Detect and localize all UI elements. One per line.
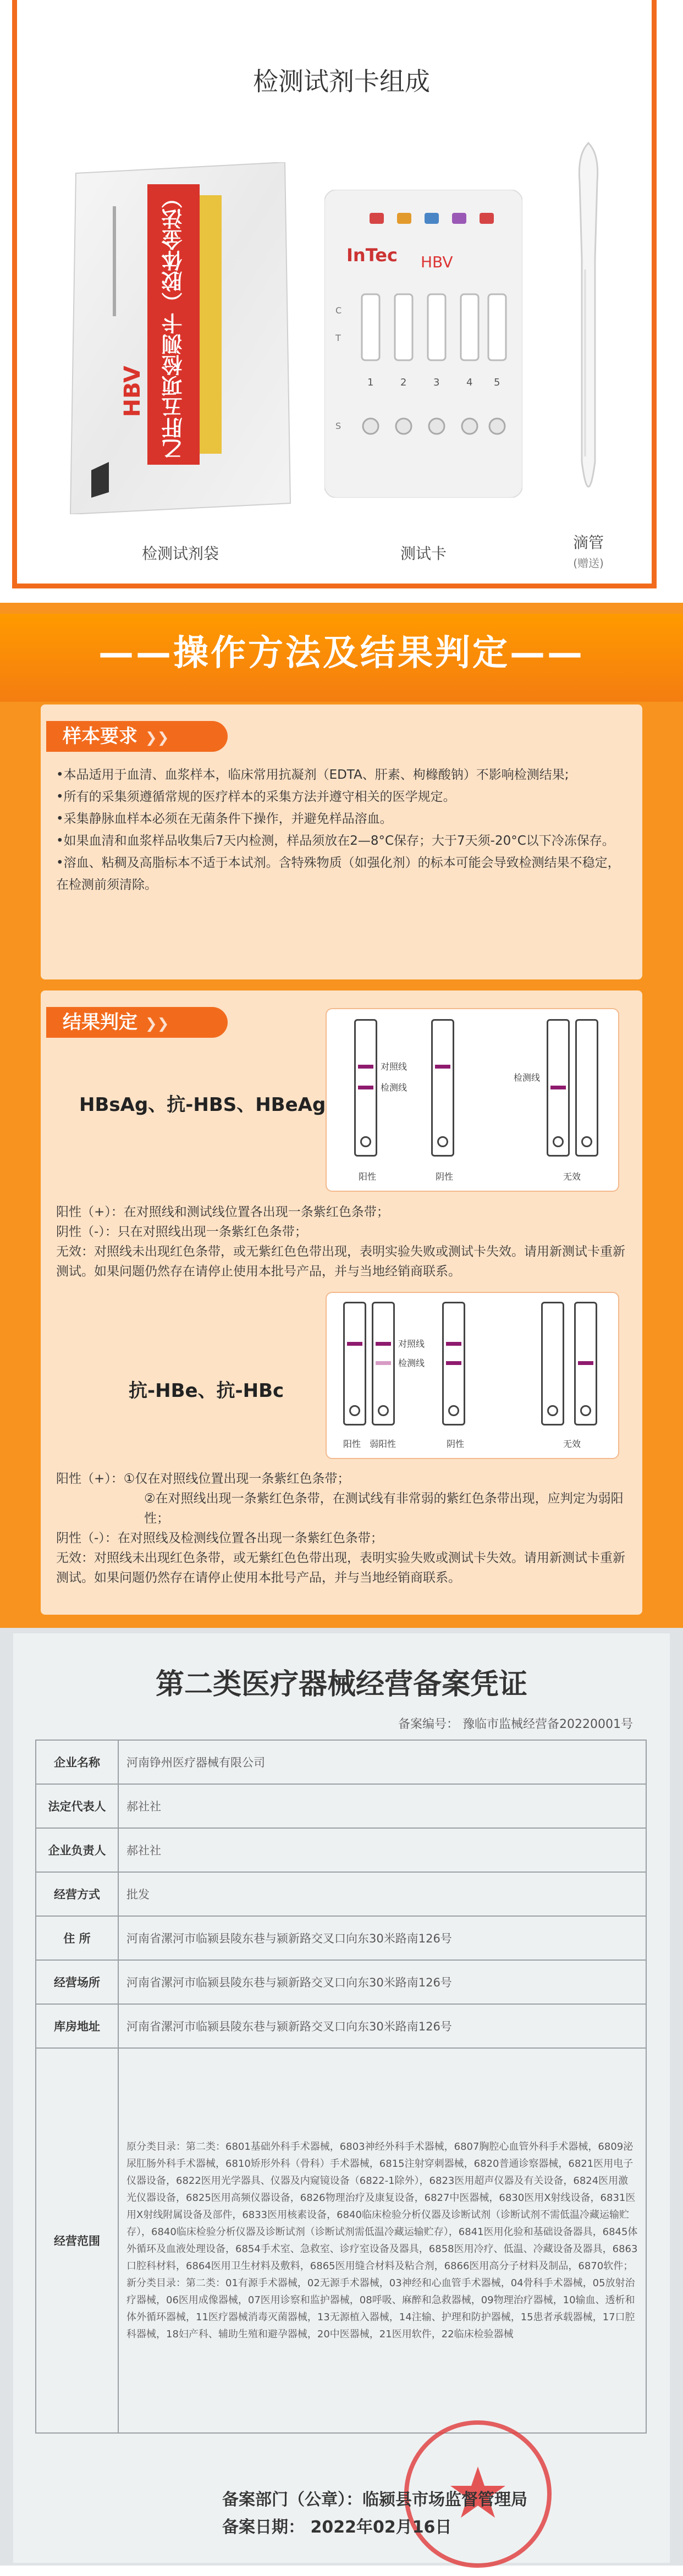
result-interpretation-panel <box>41 990 642 1615</box>
strip-positive <box>354 1019 377 1157</box>
caption-invalid: 无效 <box>563 1439 581 1449</box>
row-key: 经营场所 <box>36 1960 118 2004</box>
certificate-date: 备案日期： 2022年02月16日 <box>222 2518 452 2537</box>
sample-requirements-panel <box>41 704 642 979</box>
operations-title: ——操作方法及结果判定—— <box>98 633 585 674</box>
kit-title: 检测试剂卡组成 <box>253 67 430 96</box>
table-row <box>36 1872 646 1916</box>
row-key: 企业负责人 <box>36 1828 118 1872</box>
chevron-right-icon: ❯❯ <box>145 730 169 746</box>
test-pouch-image <box>65 162 296 514</box>
pouch-caption: 检测试剂袋 <box>141 544 219 563</box>
row-value: 河南省漯河市临颍县陵东巷与颍新路交叉口向东30米路南126号 <box>118 1960 646 2004</box>
sample-well <box>547 1405 558 1416</box>
sample-requirements-text <box>56 764 628 896</box>
certificate-paper <box>13 1633 670 2563</box>
sample-line: •如果血清和血浆样品收集后7天内检测，样品须放在2—8°C保存；大于7天须-20°C以下冷冻保存。 <box>56 834 615 848</box>
card-side-t: T <box>335 333 341 343</box>
strip-negative <box>442 1302 465 1425</box>
group1-strip-diagram <box>326 1008 619 1192</box>
sample-line: •溶血、粘稠及高脂标本不适于本试剂。含特殊物质（如强化剂）的标本可能会导致检测结果不稳定，在检测前须清除。 <box>56 856 620 892</box>
sample-well <box>553 1136 564 1147</box>
scope-value: 原分类目录：第二类：6801基础外科手术器械，6803神经外科手术器械，6807胸腔心血管外科手术器械，6809泌尿肛肠外科手术器械，6810矫形外科（骨科）手术器械，6815注射穿刺器械，6820普通诊察器械，6821医用电子仪器设备，6822医用光学器具、仪器及内窥镜设备（6822-1除外），6823医用超声仪器及有关设备，6824医用激光仪器设备，6825医用高频仪器设备，6826物理治疗及康复设备，6827中医器械，6830医用X射线设备，6831医用X射线附属设备及部件，6833医用核素设备，6840临床检验分析仪器及诊断试剂（诊断试剂不需低温冷藏运输贮存），6840临床检验分析仪器及诊断试剂（诊断试剂需低温冷藏运输贮存），6841医用化验和基础设备器具，6845体外循环及血液处理设备，6854手术室、急救室、诊疗室设备及器具，6858医用冷疗、低温、冷藏设备及器具，6863口腔科材料，6864医用卫生材料及敷料，6865医用缝合材料及粘合剂，6866医用高分子材料及制品，6870软件；新分类目录：第二类：01有源手术器械，02无源手术器械，03神经和心血管手术器械，04骨科手术器械，05放射治疗器械，06医用成像器械，07医用诊察和监护器械，08呼吸、麻醉和急救器械，09物理治疗器械，10输血、透析和体外循环器械，11医疗器械消毒灭菌器械，13无源植入器械，14注输、护理和防护器械，15患者承载器械，17口腔科器械，18妇产科、辅助生殖和避孕器械，20中医器械，21医用软件，22临床检验器械 <box>118 2048 646 2433</box>
certificate-section <box>0 1628 683 2566</box>
card-number: 5 <box>494 377 500 388</box>
result-interpretation-tag-label: 结果判定 <box>63 1011 137 1033</box>
row-key: 企业名称 <box>36 1740 118 1784</box>
control-band <box>358 1065 373 1069</box>
chevron-right-icon: ❯❯ <box>145 1016 169 1032</box>
table-row-scope <box>36 2048 646 2433</box>
strip-positive <box>343 1302 366 1425</box>
test-card-image <box>324 190 522 498</box>
row-key: 住 所 <box>36 1916 118 1960</box>
group2-line: ②在对照线出现一条紫红色条带，在测试线有非常弱的紫红色条带出现，应判定为弱阳性； <box>144 1491 624 1526</box>
row-value: 郝社社 <box>118 1828 646 1872</box>
group1-line: 阳性（+）：在对照线和测试线位置各出现一条紫红色条带； <box>56 1205 389 1219</box>
control-band <box>435 1065 450 1069</box>
table-row <box>36 1916 646 1960</box>
weak-test-band <box>376 1361 391 1365</box>
kit-section <box>0 0 683 603</box>
dropper-caption: 滴管 <box>572 533 604 552</box>
certificate-table <box>35 1740 647 2434</box>
result-interpretation-tag <box>46 1007 228 1038</box>
sample-well <box>349 1405 360 1416</box>
table-row <box>36 1960 646 2004</box>
row-value: 河南省漯河市临颍县陵东巷与颍新路交叉口向东30米路南126号 <box>118 2004 646 2048</box>
table-row <box>36 1740 646 1784</box>
sample-well <box>360 1136 371 1147</box>
strip-invalid-a <box>547 1019 570 1157</box>
sample-line: •采集静脉血样本必须在无菌条件下操作，并避免样品溶血。 <box>56 812 393 826</box>
certificate-title: 第二类医疗器械经营备案凭证 <box>155 1667 527 1701</box>
caption-weak-positive: 弱阳性 <box>370 1439 396 1449</box>
strip-invalid-b <box>574 1302 597 1425</box>
strip-weak-positive <box>372 1302 395 1425</box>
pouch-label: 乙肝五项检测卡（胶体金法） <box>162 188 186 459</box>
test-band <box>550 1086 566 1089</box>
control-line-label: 对照线 <box>381 1061 407 1072</box>
test-band <box>446 1361 461 1365</box>
dropper-subcaption: (赠送) <box>573 557 604 570</box>
caption-positive: 阳性 <box>343 1439 361 1449</box>
group2-strip-diagram <box>326 1292 619 1459</box>
row-value: 河南省漯河市临颍县陵东巷与颍新路交叉口向东30米路南126号 <box>118 1916 646 1960</box>
card-side-s: S <box>335 421 342 431</box>
row-key: 经营方式 <box>36 1872 118 1916</box>
certificate-department: 备案部门（公章）：临颍县市场监督管理局 <box>222 2490 527 2509</box>
caption-negative: 阴性 <box>447 1439 465 1449</box>
strip-negative <box>431 1019 454 1157</box>
certificate-record-number: 备案编号： 豫临市监械经营备20220001号 <box>398 1718 633 1731</box>
card-caption: 测试卡 <box>400 544 447 563</box>
sample-well <box>378 1405 389 1416</box>
sample-well <box>580 1405 591 1416</box>
row-value: 郝社社 <box>118 1784 646 1828</box>
operations-section <box>0 603 683 1628</box>
caption-negative: 阴性 <box>436 1171 454 1182</box>
sample-well <box>581 1136 592 1147</box>
test-band <box>578 1361 593 1365</box>
group1-line: 无效：对照线未出现红色条带，或无紫红色色带出现，表明实验失败或测试卡失效。请用新测试卡重新测试。如果问题仍然存在请停止使用本批号产品，并与当地经销商联系。 <box>56 1245 625 1279</box>
test-line-label: 检测线 <box>398 1358 425 1368</box>
card-number: 3 <box>433 377 440 388</box>
group2-marker-label: 抗-HBe、抗-HBc <box>129 1380 284 1402</box>
card-hbv: HBV <box>421 253 453 271</box>
row-value: 批发 <box>118 1872 646 1916</box>
row-value: 河南铮州医疗器械有限公司 <box>118 1740 646 1784</box>
card-side-c: C <box>335 305 342 316</box>
card-number: 4 <box>466 377 473 388</box>
control-band <box>446 1342 461 1346</box>
sample-well <box>448 1405 459 1416</box>
test-line-label: 检测线 <box>514 1072 541 1083</box>
card-number: 1 <box>367 377 374 388</box>
table-row <box>36 2004 646 2048</box>
test-band <box>358 1086 373 1089</box>
card-brand: InTec <box>346 245 398 266</box>
control-band <box>376 1342 391 1346</box>
pouch-hbv: HBV <box>120 366 145 417</box>
group1-result-text <box>56 1202 628 1281</box>
row-key: 经营范围 <box>36 2048 118 2433</box>
group1-marker-label: HBsAg、抗-HBS、HBeAg <box>79 1094 326 1116</box>
card-number: 2 <box>400 377 407 388</box>
sample-well <box>437 1136 448 1147</box>
table-row <box>36 1828 646 1872</box>
row-key: 法定代表人 <box>36 1784 118 1828</box>
strip-invalid-a <box>541 1302 564 1425</box>
sample-requirements-tag-label: 样本要求 <box>63 725 137 747</box>
table-row <box>36 1784 646 1828</box>
group2-line: 无效：对照线未出现红色条带，或无紫红色色带出现，表明实验失败或测试卡失效。请用新测试卡重新测试。如果问题仍然存在请停止使用本批号产品，并与当地经销商联系。 <box>56 1551 625 1585</box>
test-line-label: 检测线 <box>381 1082 407 1093</box>
group2-line: 阳性（+）：①仅在对照线位置出现一条紫红色条带； <box>56 1472 350 1486</box>
group2-line: 阴性（-）：在对照线及检测线位置各出现一条紫红色条带； <box>56 1531 383 1545</box>
control-band <box>347 1342 362 1346</box>
sample-requirements-tag <box>46 721 228 752</box>
dropper-image <box>555 132 621 517</box>
caption-positive: 阳性 <box>359 1171 377 1182</box>
group2-result-text <box>56 1469 628 1588</box>
strip-invalid-b <box>575 1019 598 1157</box>
control-line-label: 对照线 <box>398 1339 425 1349</box>
sample-line: •本品适用于血清、血浆样本，临床常用抗凝剂（EDTA、肝素、枸橼酸钠）不影响检测结果; <box>56 768 569 782</box>
sample-line: •所有的采集须遵循常规的医疗样本的采集方法并遵守相关的医学规定。 <box>56 790 456 804</box>
group1-line: 阴性（-）：只在对照线出现一条紫红色条带； <box>56 1225 307 1239</box>
caption-invalid: 无效 <box>563 1171 581 1182</box>
row-key: 库房地址 <box>36 2004 118 2048</box>
